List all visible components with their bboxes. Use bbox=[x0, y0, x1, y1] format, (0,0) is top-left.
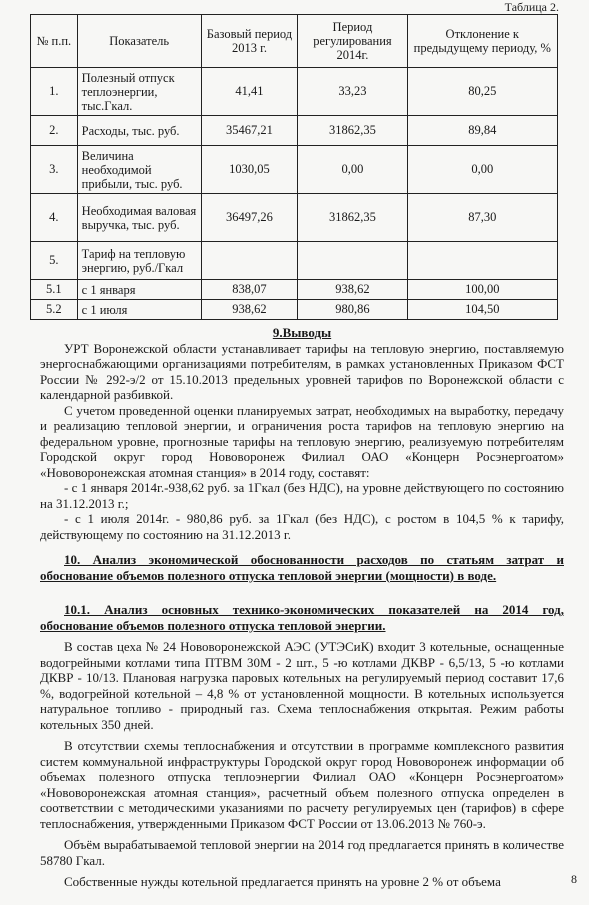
cell-number: 2. bbox=[31, 116, 78, 146]
cell-base bbox=[201, 242, 298, 280]
indicators-table bbox=[30, 14, 558, 320]
cell-indicator: Величина необходимой прибыли, тыс. руб. bbox=[77, 146, 201, 194]
cell-period: 31862,35 bbox=[298, 116, 407, 146]
cell-base: 1030,05 bbox=[201, 146, 298, 194]
header-base-period: Базовый период 2013 г. bbox=[201, 15, 298, 68]
paragraph: Объём вырабатываемой тепловой энергии на 2014 год предлагается принять в количестве 58780 Гкал. bbox=[40, 837, 564, 868]
cell-indicator: с 1 июля bbox=[77, 300, 201, 320]
paragraph: - с 1 января 2014г.-938,62 руб. за 1Гкал (без НДС), на уровне действующего по состоянию на 31.12.2013 г.; bbox=[40, 480, 564, 511]
cell-indicator: Тариф на тепловую энергию, руб./Гкал bbox=[77, 242, 201, 280]
paragraph: - с 1 июля 2014г. - 980,86 руб. за 1Гкал (без НДС), с ростом в 104,5 % к тарифу, действующему по состоянию на 31.12.2013 г. bbox=[40, 511, 564, 542]
cell-number: 1. bbox=[31, 68, 78, 116]
paragraph: УРТ Воронежской области устанавливает тарифы на тепловую энергию, поставляемую энергоснабжающими организациями потребителям, в рамках установленных Приказом ФСТ России № 292-э/2 от 15.10.2013 предельных уровней тарифов по Воронежской области с календарной разбивкой. bbox=[40, 340, 564, 402]
cell-period: 31862,35 bbox=[298, 194, 407, 242]
section-10-1-title: 10.1. Анализ основных технико-экономических показателей на 2014 год, обоснование объемов полезного отпуска тепловой энергии. bbox=[40, 602, 564, 633]
table-caption: Таблица 2. bbox=[504, 0, 559, 14]
cell-deviation: 87,30 bbox=[407, 194, 557, 242]
table-row bbox=[31, 280, 558, 300]
section-10-title: 10. Анализ экономической обоснованности расходов по статьям затрат и обоснование объемов полезного отпуска тепловой энергии (мощности) в воде. bbox=[40, 552, 564, 583]
cell-indicator: Полезный отпуск теплоэнергии, тыс.Гкал. bbox=[77, 68, 201, 116]
table-row bbox=[31, 68, 558, 116]
cell-deviation: 89,84 bbox=[407, 116, 557, 146]
cell-period: 980,86 bbox=[298, 300, 407, 320]
cell-period: 0,00 bbox=[298, 146, 407, 194]
table-row bbox=[31, 116, 558, 146]
cell-number: 5.2 bbox=[31, 300, 78, 320]
paragraph: Собственные нужды котельной предлагается принять на уровне 2 % от объема bbox=[64, 874, 501, 889]
section-9 bbox=[40, 325, 564, 542]
header-indicator: Показатель bbox=[77, 15, 201, 68]
paragraph: С учетом проведенной оценки планируемых затрат, необходимых на выработку, передачу и реализацию тепловой энергии, и ограничения роста тарифов на тепловую энергию на федеральном уровне, прогнозные тарифы на тепловую энергию, реализуемую потребителям Городской округ город Нововоронеж Филиал ОАО «Концерн Росэнергоатом» «Нововоронежская атомная станция» в 2014 году, составят: bbox=[40, 402, 564, 480]
cell-number: 3. bbox=[31, 146, 78, 194]
cell-period: 33,23 bbox=[298, 68, 407, 116]
paragraph: В состав цеха № 24 Нововоронежской АЭС (УТЭСиК) входит 3 котельные, оснащенные водогрейными котлами типа ПТВМ 30М - 2 шт., 5 -ю котлами ДКВР - 6,5/13, 5 -ю котлами ДКВР - 10/13. Плановая нагрузка паровых котельных на регулируемый период составит 17,6 %, водогрейной котельной – 4,8 % от установленной мощности. В котельных используется натуральное топливо - природный газ. Схема теплоснабжения открытая. Режим работы котельных 350 дней. bbox=[40, 639, 564, 732]
cell-indicator: Расходы, тыс. руб. bbox=[77, 116, 201, 146]
cell-base: 36497,26 bbox=[201, 194, 298, 242]
cell-deviation: 104,50 bbox=[407, 300, 557, 320]
cell-period bbox=[298, 242, 407, 280]
section-10 bbox=[40, 552, 564, 583]
section-9-title: 9.Выводы bbox=[272, 325, 332, 340]
cell-base: 41,41 bbox=[201, 68, 298, 116]
paragraph: В отсутствии схемы теплоснабжения и отсутствии в программе комплексного развития систем коммунальной инфраструктуры Городской округ город Нововоронеж информации об объемах полезного отпуска теплоэнергии Филиал ОАО «Концерн Росэнергоатом» «Нововоронежская атомная станция», расчетный объем полезного отпуска определен в соответствии с методическими указаниями по расчету регулируемых цен (тарифов) в сфере теплоснабжения, утвержденными Приказом ФСТ России от 13.06.2013 № 760-э. bbox=[40, 738, 564, 831]
cell-base: 838,07 bbox=[201, 280, 298, 300]
header-deviation: Отклонение к предыдущему периоду, % bbox=[407, 15, 557, 68]
cell-indicator: с 1 января bbox=[77, 280, 201, 300]
page-number: 8 bbox=[571, 872, 577, 886]
cell-deviation: 100,00 bbox=[407, 280, 557, 300]
cell-deviation bbox=[407, 242, 557, 280]
cell-base: 35467,21 bbox=[201, 116, 298, 146]
cell-deviation: 80,25 bbox=[407, 68, 557, 116]
cell-number: 5. bbox=[31, 242, 78, 280]
table-row bbox=[31, 300, 558, 320]
cell-period: 938,62 bbox=[298, 280, 407, 300]
cell-number: 4. bbox=[31, 194, 78, 242]
cell-base: 938,62 bbox=[201, 300, 298, 320]
table-header-row bbox=[31, 15, 558, 68]
cell-deviation: 0,00 bbox=[407, 146, 557, 194]
cell-indicator: Необходимая валовая выручка, тыс. руб. bbox=[77, 194, 201, 242]
table-row bbox=[31, 242, 558, 280]
cell-number: 5.1 bbox=[31, 280, 78, 300]
table-row bbox=[31, 146, 558, 194]
header-regulation-period: Период регулирования 2014г. bbox=[298, 15, 407, 68]
table-row bbox=[31, 194, 558, 242]
header-number: № п.п. bbox=[31, 15, 78, 68]
section-10-1 bbox=[40, 602, 564, 890]
